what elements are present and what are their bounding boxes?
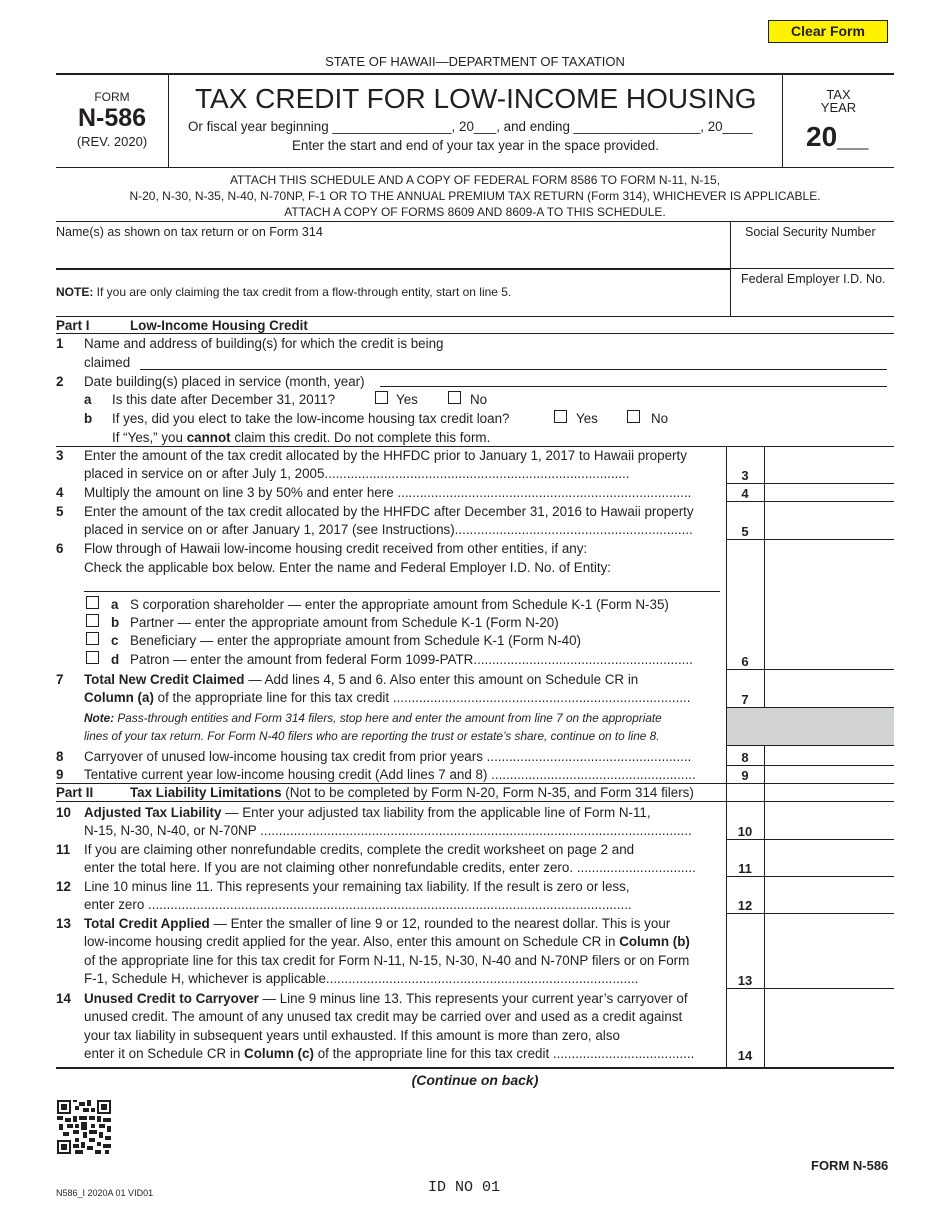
line-14-amount-field[interactable] [766,989,894,1067]
line-4-amount-field[interactable] [766,484,894,501]
fiscal-year-note: Enter the start and end of your tax year in the space provided. [292,138,659,153]
line-3-number: 3 [56,448,64,463]
line-10-amount-field[interactable] [766,802,894,839]
line-1-text: Name and address of building(s) for which the credit is being [84,336,444,351]
line-7-text-2 [84,690,720,706]
line-12-box-number: 12 [737,898,753,913]
line-2-note-bold: cannot [186,430,231,445]
line-7-bold: Total New Credit Claimed [84,672,245,687]
line-6c-letter: c [111,633,119,648]
line-12-amount-field[interactable] [766,877,894,913]
line-7-text-b: of the appropriate line for this tax credit ................................................................................ [153,690,691,705]
ssn-block-mid-rule [730,268,894,269]
name-block-top-rule [56,221,894,222]
line-2a-yes-label: Yes [396,392,418,407]
line-14-text-a: — Line 9 minus line 13. This represents your current year’s carryover of [258,991,688,1006]
form-label: FORM [94,90,130,104]
name-block-divider [730,221,731,317]
footer-id: ID NO 01 [428,1179,501,1196]
line-11-box-number: 11 [738,861,752,876]
line-7-box-number: 7 [741,692,749,707]
agency-heading: STATE OF HAWAII—DEPARTMENT OF TAXATION [325,54,625,69]
line-3-box-number: 3 [741,468,749,483]
line-14-text-3: your tax liability in subsequent years until exhausted. If this amount is more than zero, also [84,1028,620,1043]
line-10-text-2: N-15, N-30, N-40, or N-70NP .................................................................................................................... [84,823,692,838]
line-1-number: 1 [56,336,64,351]
name-field[interactable] [56,240,728,268]
line-14-box-number: 14 [737,1048,753,1063]
line-6a-letter: a [111,597,119,612]
fein-label: Federal Employer I.D. No. [741,272,886,286]
line-14-text-2: unused credit. The amount of any unused tax credit may be carried over and used as a credit against [84,1009,683,1024]
name-block-bottom-rule [56,316,894,317]
part1-rule [56,333,894,334]
line-13-text-b: low-income housing credit applied for the year. Also, enter this amount on Schedule CR in [84,934,620,949]
clear-form-button[interactable]: Clear Form [768,20,888,43]
line-5-text: Enter the amount of the tax credit allocated by the HHFDC after December 31, 2016 to Hawaii property [84,504,694,519]
line-7-number: 7 [56,672,64,687]
line-2a-yes-checkbox[interactable] [375,391,388,404]
ssn-field[interactable] [732,240,894,268]
part1-label: Part I [56,318,90,333]
line-6-text: Flow through of Hawaii low-income housing credit received from other entities, if any: [84,541,588,556]
line-2-number: 2 [56,374,64,389]
line-6c-text: Beneficiary — enter the appropriate amount from Schedule K-1 (Form N-40) [130,633,582,648]
ssn-label: Social Security Number [745,225,876,239]
line-5-number: 5 [56,504,64,519]
line-6d-checkbox[interactable] [86,651,99,664]
fein-field[interactable] [732,288,894,316]
line-13-box-number: 13 [737,973,753,988]
line-8-text: Carryover of unused low-income housing tax credit from prior years ....................................................... [84,749,692,764]
line-13-bold: Total Credit Applied [84,916,210,931]
line-10-number: 10 [56,805,71,820]
amount-grid-top-rule [56,446,894,447]
line-8-box-number: 8 [741,750,749,765]
line-13-text-2 [84,934,690,950]
line-7-text-a: — Add lines 4, 5 and 6. Also enter this amount on Schedule CR in [244,672,639,687]
line-9-text: Tentative current year low-income housing credit (Add lines 7 and 8) ....................................................... [84,767,696,782]
line-5-box-number: 5 [741,524,749,539]
line-14-number: 14 [56,991,71,1006]
line-6a-text: S corporation shareholder — enter the appropriate amount from Schedule K-1 (Form N-35) [130,597,669,612]
line-2-note [112,430,490,446]
line-12-text-2: enter zero .................................................................................................................................. [84,897,632,912]
line-13-number: 13 [56,916,71,931]
line-2a-text: Is this date after December 31, 2011? [112,392,336,407]
line-6-amount-field[interactable] [766,540,894,669]
line-14-bold: Unused Credit to Carryover [84,991,259,1006]
line-9-rule [56,783,894,784]
line-6d-text: Patron — enter the amount from federal Form 1099-PATR........................................................... [130,652,693,667]
line-6a-checkbox[interactable] [86,596,99,609]
qr-code-icon [57,1100,111,1154]
header-bottom-rule [56,167,894,168]
line-7-shaded-area [727,708,894,745]
attach-instruction-3: ATTACH A COPY OF FORMS 8609 AND 8609-A TO THIS SCHEDULE. [284,205,666,219]
part1-title: Low-Income Housing Credit [130,318,308,333]
continue-on-back: (Continue on back) [411,1072,539,1088]
line-6-text-2: Check the applicable box below. Enter the name and Federal Employer I.D. No. of Entity: [84,560,611,575]
line-2b-no-checkbox[interactable] [627,410,640,423]
line-6d-letter: d [111,652,120,667]
line-14-text-d: enter it on Schedule CR in [84,1046,245,1061]
flow-through-note [56,284,511,300]
line-9-amount-field[interactable] [766,766,894,783]
note-bold: NOTE: [56,285,94,299]
line-7-note-2: lines of your tax return. For Form N-40 filers who are reporting the trust or estate’s share, continue on to line 8. [84,729,660,743]
line-6-number: 6 [56,541,64,556]
line-2-field[interactable] [380,372,887,387]
line-9-box-number: 9 [741,768,749,783]
form-title: TAX CREDIT FOR LOW-INCOME HOUSING [195,83,757,114]
line-6-box-number: 6 [741,654,749,669]
line-7-amount-field[interactable] [766,670,894,707]
footer-form-number: FORM N-586 [811,1158,889,1173]
line-2b-text: If yes, did you elect to take the low-income housing tax credit loan? [112,411,510,426]
line-14-text [84,991,688,1007]
line-13-text [84,916,670,932]
line-2b-yes-checkbox[interactable] [554,410,567,423]
line-10-bold: Adjusted Tax Liability [84,805,222,820]
line-14-text-e: of the appropriate line for this tax credit ...................................... [313,1046,695,1061]
line-11-number: 11 [56,842,71,857]
line-10-text-a: — Enter your adjusted tax liability from the applicable line of Form N-11, [221,805,651,820]
line-5-text-2: placed in service on or after January 1, 2017 (see Instructions)................................................................ [84,522,693,537]
tax-year-value[interactable]: 20__ [806,121,869,152]
line-9-number: 9 [56,767,64,782]
name-label: Name(s) as shown on tax return or on Form 314 [56,225,323,239]
line-13-text-4: F-1, Schedule H, whichever is applicable.................................................................................... [84,971,639,986]
line-13-text-a: — Enter the smaller of line 9 or 12, rounded to the nearest dollar. This is your [209,916,671,931]
line-11-text: If you are claiming other nonrefundable credits, complete the credit worksheet on page 2 and [84,842,635,857]
line-6-entity-field[interactable] [84,577,720,592]
line-8-amount-field[interactable] [766,746,894,765]
line-13-amount-field[interactable] [766,914,894,988]
line-11-amount-field[interactable] [766,840,894,876]
line-4-box-number: 4 [741,486,749,501]
line-2b-letter: b [84,411,93,426]
line-13-col-bold: Column (b) [619,934,690,949]
part2-heading [130,785,694,801]
form-revision: (REV. 2020) [76,134,148,149]
line-6b-letter: b [111,615,120,630]
line-14-rule [56,1067,894,1069]
fiscal-year-line[interactable]: Or fiscal year beginning ________________, 20___, and ending _________________, 20____ [188,119,753,134]
footer-code: N586_I 2020A 01 VID01 [56,1188,154,1198]
line-14-text-4 [84,1046,720,1062]
form-number: N-586 [77,104,147,132]
line-14-col-bold: Column (c) [244,1046,314,1061]
line-4-number: 4 [56,485,64,500]
line-2-text: Date building(s) placed in service (month, year) [84,374,365,389]
line-2b-yes-label: Yes [576,411,598,426]
line-3-amount-field[interactable] [766,448,894,483]
line-6c-checkbox[interactable] [86,632,99,645]
line-2-note-b: claim this credit. Do not complete this form. [230,430,491,445]
line-5-amount-field[interactable] [766,502,894,539]
header-top-rule [56,73,894,75]
line-8-number: 8 [56,749,64,764]
note-text: If you are only claiming the tax credit from a flow-through entity, start on line 5. [93,285,512,299]
line-1-field[interactable] [140,355,887,370]
line-1-text-2: claimed [84,355,131,370]
line-7-text [84,672,638,688]
line-6b-text: Partner — enter the appropriate amount from Schedule K-1 (Form N-20) [130,615,559,630]
line-7-note [84,710,662,726]
line-10-box-number: 10 [737,824,753,839]
line-12-text: Line 10 minus line 11. This represents your remaining tax liability. If the result is zero or less, [84,879,630,894]
name-block-mid-rule [56,268,730,270]
line-12-number: 12 [56,879,71,894]
line-3-text: Enter the amount of the tax credit allocated by the HHFDC prior to January 1, 2017 to Hawaii property [84,448,687,463]
line-2a-letter: a [84,392,92,407]
line-13-text-3: of the appropriate line for this tax credit for Form N-11, N-15, N-30, N-40 and N-70NP filers or on Form [84,953,690,968]
line-7-note-text: Pass-through entities and Form 314 filers, stop here and enter the amount from line 7 on the appropriate [114,711,662,725]
attach-instruction-2: N-20, N-30, N-35, N-40, N-70NP, F-1 OR TO THE ANNUAL PREMIUM TAX RETURN (Form 314), WHICHEVER IS APPLICABLE. [129,189,821,203]
line-10-text [84,805,651,821]
part2-title: Tax Liability Limitations [130,785,282,800]
attach-instruction-1: ATTACH THIS SCHEDULE AND A COPY OF FEDERAL FORM 8586 TO FORM N-11, N-15, [229,173,721,187]
line-4-text: Multiply the amount on line 3 by 50% and enter here ............................................................................... [84,485,692,500]
part2-label: Part II [56,785,94,800]
line-7-note-bold: Note: [84,711,115,725]
line-6b-checkbox[interactable] [86,614,99,627]
line-11-text-2: enter the total here. If you are not claiming other nonrefundable credits, enter zero. ................................ [84,860,696,875]
line-2b-no-label: No [651,411,669,426]
line-3-text-2: placed in service on or after July 1, 2005.................................................................................. [84,466,630,481]
line-2a-no-label: No [470,392,488,407]
part2-note: (Not to be completed by Form N-20, Form N-35, and Form 314 filers) [281,785,694,800]
line-7-col-bold: Column (a) [84,690,154,705]
line-2a-no-checkbox[interactable] [448,391,461,404]
line-2-note-a: If “Yes,” you [112,430,187,445]
tax-year-label: TAX [826,87,851,102]
tax-year-label-2: YEAR [820,100,857,115]
